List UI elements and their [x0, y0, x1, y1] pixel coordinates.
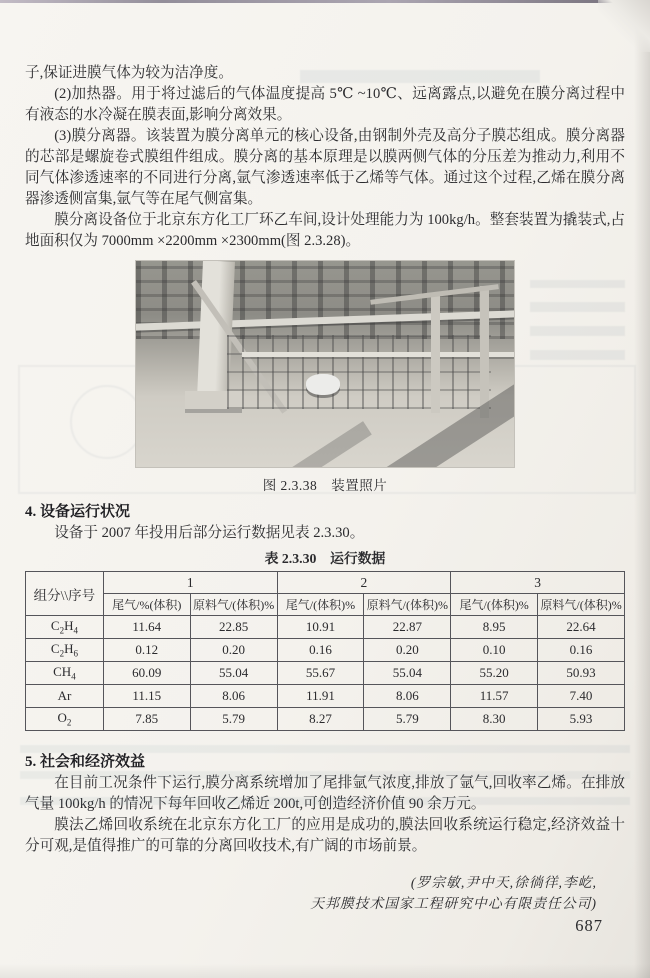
- table-subheader: 原料气/(体积)%: [190, 594, 277, 616]
- component-label: $C_2H_4$: [26, 616, 104, 639]
- table-cell: 0.20: [364, 639, 451, 662]
- table-row: [26, 639, 625, 662]
- table-cell: 5.93: [538, 708, 625, 731]
- figure-2-3-38: [136, 261, 514, 494]
- table-cell: 11.57: [451, 685, 538, 708]
- section-5-heading: 5. 社会和经济效益: [25, 754, 146, 770]
- table-cell: 55.04: [364, 662, 451, 685]
- table-cell: 22.64: [538, 616, 625, 639]
- photo-frame-post: [480, 286, 489, 418]
- table-cell: 11.15: [103, 685, 190, 708]
- page-corner-fold: [598, 0, 650, 52]
- attribution-authors: (罗宗敏,尹中天,徐徜徉,李屹,: [410, 875, 597, 890]
- table-group-2: 2: [277, 572, 451, 594]
- component-label: $CH_4$: [26, 662, 104, 685]
- component-label: $C_2H_6$: [26, 639, 104, 662]
- table-cell: 7.40: [538, 685, 625, 708]
- table-row: [26, 708, 625, 731]
- table-row: [26, 685, 625, 708]
- table-cell: 0.20: [190, 639, 277, 662]
- table-cell: 10.91: [277, 616, 364, 639]
- table-cell: 8.27: [277, 708, 364, 731]
- paragraph-membrane-separator: (3)膜分离器。该装置为膜分离单元的核心设备,由钢制外壳及高分子膜芯组成。膜分离器的芯部是螺旋卷式膜组件组成。膜分离的基本原理是以膜两侧气体的分压差为推动力,利用不同气体渗透速率的不同进行分离,氩气渗透速率低于乙烯等气体。通过这个过程,乙烯在膜分离器渗透侧富集,氩气等在尾气侧富集。: [25, 128, 625, 207]
- table-cell: 22.85: [190, 616, 277, 639]
- run-data-table: [25, 571, 625, 731]
- figure-caption: 图 2.3.38 装置照片: [262, 478, 388, 493]
- table-corner-header: 组分\\序号: [26, 572, 104, 616]
- table-cell: 0.16: [538, 639, 625, 662]
- table-group-1: 1: [103, 572, 277, 594]
- table-cell: 5.79: [190, 708, 277, 731]
- table-cell: 60.09: [103, 662, 190, 685]
- table-subheader: 尾气/%(体积): [103, 594, 190, 616]
- table-cell: 0.10: [451, 639, 538, 662]
- table-row: [26, 662, 625, 685]
- table-cell: 22.87: [364, 616, 451, 639]
- photo-floor-shadow: [255, 421, 372, 467]
- photo-horizontal-pipe: [242, 352, 514, 357]
- table-cell: 11.64: [103, 616, 190, 639]
- table-subheader: 尾气/(体积)%: [277, 594, 364, 616]
- attribution-organization: 天邦膜技术国家工程研究中心有限责任公司): [310, 896, 597, 911]
- table-cell: 55.67: [277, 662, 364, 685]
- bleed-through-ghost: [70, 385, 144, 459]
- table-subheader: 尾气/(体积)%: [451, 594, 538, 616]
- photo-pump: [306, 374, 340, 395]
- paragraph-equipment-location: 膜分离设备位于北京东方化工厂环乙车间,设计处理能力为 100kg/h。整套装置为撬装式,占地面积仅为 7000mm ×2200mm ×2300mm(图 2.3.28)。: [25, 212, 625, 249]
- table-cell: 8.95: [451, 616, 538, 639]
- attribution: [25, 872, 625, 914]
- plant-photo: [136, 261, 514, 467]
- page-number: 687: [575, 916, 603, 935]
- section-5-paragraph-benefit: 在目前工况条件下运行,膜分离系统增加了尾排氩气浓度,排放了氩气,回收率乙烯。在排放气量 100kg/h 的情况下每年回收乙烯近 200t,可创造经济价值 90 余万元。: [25, 775, 625, 812]
- table-subheader: 原料气/(体积)%: [364, 594, 451, 616]
- table-cell: 7.85: [103, 708, 190, 731]
- paragraph-continuation: 子,保证进膜气体为较为洁净度。: [25, 65, 233, 81]
- table-cell: 8.30: [451, 708, 538, 731]
- section-5-paragraph-conclusion: 膜法乙烯回收系统在北京东方化工厂的应用是成功的,膜法回收系统运行稳定,经济效益十分可观,是值得推广的可靠的分离回收技术,有广阔的市场前景。: [25, 817, 625, 854]
- table-cell: 0.12: [103, 639, 190, 662]
- body-text: [25, 63, 625, 252]
- section-4-intro: 设备于 2007 年投用后部分运行数据见表 2.3.30。: [54, 525, 365, 541]
- table-cell: 0.16: [277, 639, 364, 662]
- table-cell: 5.79: [364, 708, 451, 731]
- table-subheader: 原料气/(体积)%: [538, 594, 625, 616]
- table-cell: 8.06: [364, 685, 451, 708]
- table-group-3: 3: [451, 572, 625, 594]
- table-cell: 50.93: [538, 662, 625, 685]
- photo-frame-post: [431, 294, 440, 413]
- bleed-through-ghost: [530, 280, 625, 360]
- table-row: [26, 616, 625, 639]
- table-cell: 55.04: [190, 662, 277, 685]
- table-subheader-row: [26, 594, 625, 616]
- table-group-header-row: [26, 572, 625, 594]
- table-cell: 11.91: [277, 685, 364, 708]
- paragraph-heater: (2)加热器。用于将过滤后的气体温度提高 5℃ ~10℃、远离露点,以避免在膜分离过程中有液态的水冷凝在膜表面,影响分离效果。: [25, 86, 625, 123]
- table-cell: 55.20: [451, 662, 538, 685]
- table-caption: 表 2.3.30 运行数据: [264, 551, 386, 566]
- component-label: $O_2$: [26, 708, 104, 731]
- photo-pipe-rack: [227, 335, 492, 409]
- scan-top-edge: [0, 0, 650, 3]
- table-cell: 8.06: [190, 685, 277, 708]
- component-label: Ar: [26, 685, 104, 708]
- section-4-heading: 4. 设备运行状况: [25, 504, 131, 520]
